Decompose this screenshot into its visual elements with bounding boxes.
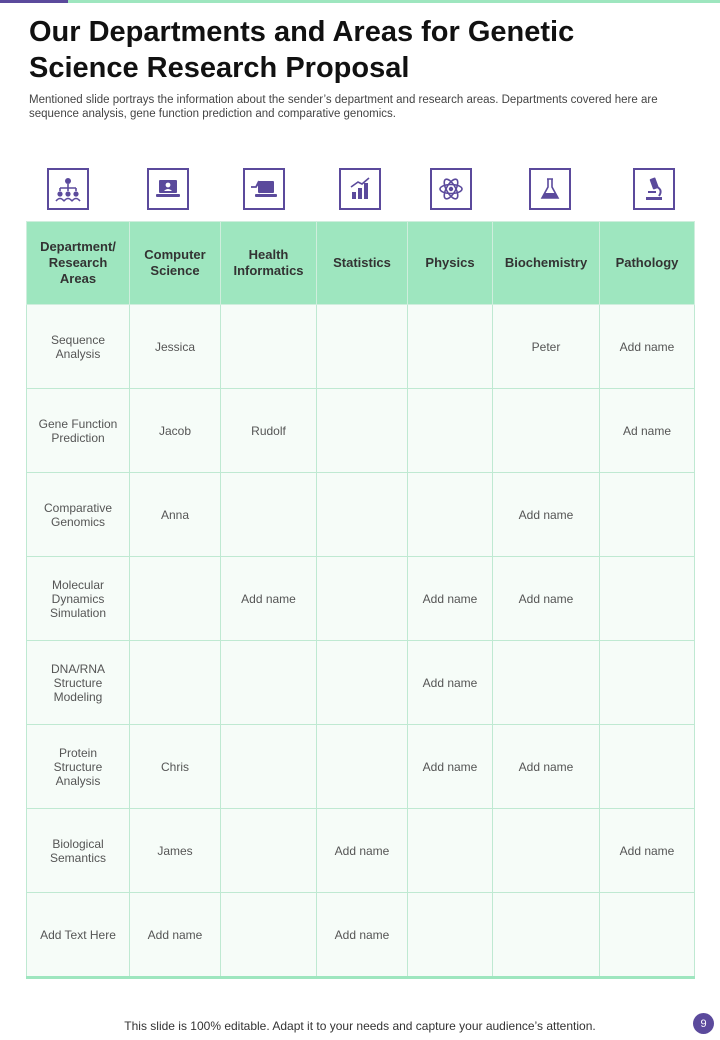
table-cell (317, 641, 408, 725)
table-cell: James (130, 809, 221, 893)
org-chart-icon (47, 168, 89, 210)
flask-icon (529, 168, 571, 210)
table-cell (408, 473, 493, 557)
departments-table (26, 221, 695, 979)
table-cell (408, 809, 493, 893)
laptop-user-icon (147, 168, 189, 210)
table-cell: Add name (493, 725, 600, 809)
table-row (27, 725, 695, 809)
table-cell (317, 389, 408, 473)
table-row (27, 305, 695, 389)
microscope-icon (633, 168, 675, 210)
table-cell: Add name (493, 557, 600, 641)
table-cell: Add name (493, 473, 600, 557)
column-header: Department/ Research Areas (27, 222, 130, 305)
table-cell (221, 809, 317, 893)
page-subtitle: Mentioned slide portrays the information about the sender’s department and research areas. Departments covered here are sequence analysis, gene function prediction and comparative genomics. (29, 94, 658, 120)
table-header-row (27, 222, 695, 305)
page-number-badge: 9 (693, 1013, 714, 1034)
table-cell (317, 305, 408, 389)
column-header: Pathology (600, 222, 695, 305)
table-cell: DNA/RNA Structure Modeling (27, 641, 130, 725)
table-cell (130, 641, 221, 725)
table-cell: Gene Function Prediction (27, 389, 130, 473)
table-cell (317, 473, 408, 557)
table-cell: Add name (600, 305, 695, 389)
top-accent-bar (0, 0, 68, 3)
table-cell (130, 557, 221, 641)
table-cell (600, 893, 695, 978)
table-cell (317, 725, 408, 809)
table-cell: Add name (408, 641, 493, 725)
table-cell: Add name (317, 893, 408, 978)
footer-note: This slide is 100% editable. Adapt it to your needs and capture your audience’s attention. (124, 1019, 596, 1033)
column-header: Physics (408, 222, 493, 305)
page-title: Our Departments and Areas for Genetic Science Research Proposal (29, 16, 575, 84)
table-cell: Add name (600, 809, 695, 893)
table-cell: Biological Semantics (27, 809, 130, 893)
column-header: Statistics (317, 222, 408, 305)
table-cell: Jessica (130, 305, 221, 389)
bar-chart-icon (339, 168, 381, 210)
column-header: Biochemistry (493, 222, 600, 305)
top-accent-line (68, 0, 720, 3)
table-cell (600, 725, 695, 809)
table-row (27, 389, 695, 473)
table-cell (600, 557, 695, 641)
table-cell (221, 305, 317, 389)
table-cell: Jacob (130, 389, 221, 473)
table-cell (221, 641, 317, 725)
table-cell (493, 641, 600, 725)
table-cell: Ad name (600, 389, 695, 473)
atom-icon (430, 168, 472, 210)
department-icons-row (0, 168, 720, 216)
table-cell: Peter (493, 305, 600, 389)
table-cell: Protein Structure Analysis (27, 725, 130, 809)
table-row (27, 809, 695, 893)
table-cell: Rudolf (221, 389, 317, 473)
table-row (27, 473, 695, 557)
table-cell: Sequence Analysis (27, 305, 130, 389)
table-cell: Molecular Dynamics Simulation (27, 557, 130, 641)
table-cell (493, 809, 600, 893)
table-cell (493, 893, 600, 978)
table-row (27, 893, 695, 978)
table-cell: Add name (130, 893, 221, 978)
table-cell (317, 557, 408, 641)
table-cell: Add name (408, 725, 493, 809)
table-cell: Comparative Genomics (27, 473, 130, 557)
table-cell (221, 893, 317, 978)
table-cell: Chris (130, 725, 221, 809)
table-row (27, 557, 695, 641)
column-header: Computer Science (130, 222, 221, 305)
table-cell (221, 473, 317, 557)
laptop-heartbeat-icon (243, 168, 285, 210)
table-cell: Add Text Here (27, 893, 130, 978)
table-cell: Anna (130, 473, 221, 557)
table-cell: Add name (317, 809, 408, 893)
table-cell (408, 305, 493, 389)
table-cell (600, 473, 695, 557)
table-cell (600, 641, 695, 725)
table-cell: Add name (221, 557, 317, 641)
table-cell (221, 725, 317, 809)
table-cell (408, 389, 493, 473)
table-row (27, 641, 695, 725)
column-header: Health Informatics (221, 222, 317, 305)
table-cell: Add name (408, 557, 493, 641)
table-cell (408, 893, 493, 978)
table-cell (493, 389, 600, 473)
